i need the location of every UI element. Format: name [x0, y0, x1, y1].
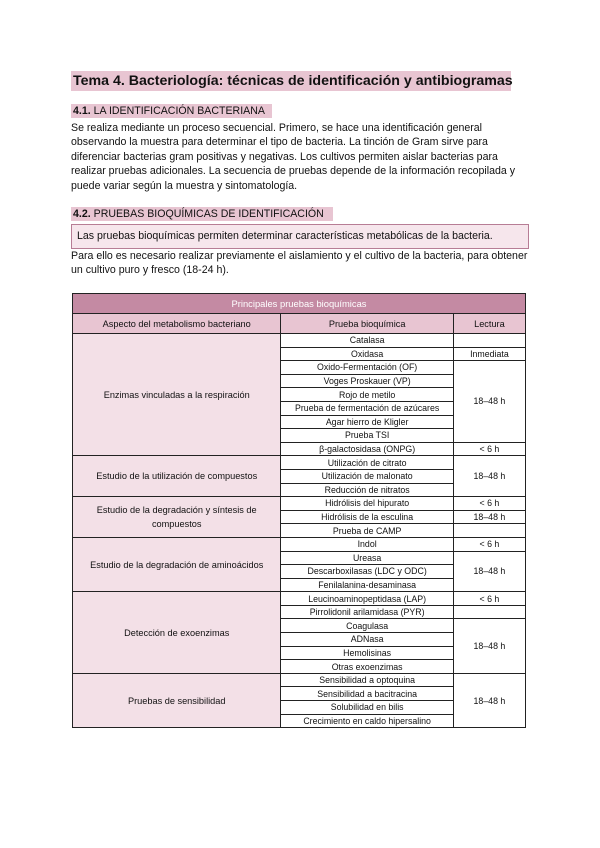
reading-cell: < 6 h — [453, 442, 525, 456]
reading-cell: 18–48 h — [453, 619, 525, 673]
test-cell: β-galactosidasa (ONPG) — [281, 442, 453, 456]
reading-cell: < 6 h — [453, 592, 525, 606]
group-cell: Estudio de la degradación y síntesis de compuestos — [73, 497, 281, 538]
group-cell: Estudio de la degradación de aminoácidos — [73, 537, 281, 591]
biochemical-tests-table-wrapper — [72, 293, 526, 728]
intro-paragraph: Se realiza mediante un proceso secuencial. Primero, se hace una identificación general observando la muestra para determinar el tipo de bacteria. La tinción de Gram sirve para diferenciar bacterias gram positivas y negativas. Los cultivos permiten aislar bacterias para realizar pruebas adicionales. La secuencia de pruebas depende de la información recopilada y puede variar según la muestra y sintomatología. — [71, 122, 516, 192]
section-number: 4.1. — [73, 105, 91, 117]
table-row — [73, 456, 526, 470]
table-row — [73, 334, 526, 348]
reading-cell: 18–48 h — [453, 510, 525, 524]
table-row — [73, 592, 526, 606]
reading-cell — [453, 605, 525, 619]
test-cell: Utilización de citrato — [281, 456, 453, 470]
document-title: Tema 4. Bacteriología: técnicas de identificación y antibiogramas — [73, 73, 513, 89]
test-cell: Hidrólisis de la esculina — [281, 510, 453, 524]
test-cell: Crecimiento en caldo hipersalino — [281, 714, 453, 728]
test-cell: Rojo de metilo — [281, 388, 453, 402]
group-cell: Pruebas de sensibilidad — [73, 673, 281, 727]
table-row — [73, 537, 526, 551]
test-cell: Reducción de nitratos — [281, 483, 453, 497]
test-cell: Otras exoenzimas — [281, 660, 453, 674]
reading-cell — [453, 334, 525, 348]
reading-cell: 18–48 h — [453, 361, 525, 443]
biochemical-tests-table — [72, 293, 526, 728]
test-cell: Utilización de malonato — [281, 469, 453, 483]
test-cell: ADNasa — [281, 633, 453, 647]
section-heading-text: LA IDENTIFICACIÓN BACTERIANA — [93, 105, 265, 117]
group-cell: Estudio de la utilización de compuestos — [73, 456, 281, 497]
test-cell: Coagulasa — [281, 619, 453, 633]
reading-cell: Inmediata — [453, 347, 525, 361]
reading-cell: < 6 h — [453, 497, 525, 511]
test-cell: Solubilidad en bilis — [281, 701, 453, 715]
table-row — [73, 673, 526, 687]
table-row — [73, 497, 526, 511]
section-heading-text: PRUEBAS BIOQUÍMICAS DE IDENTIFICACIÓN — [93, 208, 324, 220]
table-caption: Principales pruebas bioquímicas — [73, 294, 526, 314]
test-cell: Catalasa — [281, 334, 453, 348]
test-cell: Prueba TSI — [281, 429, 453, 443]
column-header-lectura: Lectura — [453, 314, 525, 334]
section-heading-identificacion — [71, 104, 272, 118]
test-cell: Hemolisinas — [281, 646, 453, 660]
test-cell: Descarboxilasas (LDC y ODC) — [281, 565, 453, 579]
test-cell: Prueba de CAMP — [281, 524, 453, 538]
test-cell: Pirrolidonil arilamidasa (PYR) — [281, 605, 453, 619]
test-cell: Fenilalanina-desaminasa — [281, 578, 453, 592]
reading-cell: 18–48 h — [453, 673, 525, 727]
test-cell: Hidrólisis del hipurato — [281, 497, 453, 511]
test-cell: Prueba de fermentación de azúcares — [281, 401, 453, 415]
definition-callout: Las pruebas bioquímicas permiten determinar características metabólicas de la bacteria. — [71, 224, 529, 249]
test-cell: Voges Proskauer (VP) — [281, 374, 453, 388]
reading-cell: 18–48 h — [453, 456, 525, 497]
column-header-aspecto: Aspecto del metabolismo bacteriano — [73, 314, 281, 334]
section-number: 4.2. — [73, 208, 91, 220]
reading-cell — [453, 524, 525, 538]
test-cell: Agar hierro de Kligler — [281, 415, 453, 429]
test-cell: Oxidasa — [281, 347, 453, 361]
isolation-paragraph: Para ello es necesario realizar previamente el aislamiento y el cultivo de la bacteria, para obtener un cultivo puro y fresco (18-24 h). — [71, 250, 528, 277]
group-cell: Enzimas vinculadas a la respiración — [73, 334, 281, 456]
test-cell: Sensibilidad a bacitracina — [281, 687, 453, 701]
test-cell: Oxido-Fermentación (OF) — [281, 361, 453, 375]
test-cell: Indol — [281, 537, 453, 551]
reading-cell: 18–48 h — [453, 551, 525, 592]
reading-cell: < 6 h — [453, 537, 525, 551]
column-header-prueba: Prueba bioquímica — [281, 314, 453, 334]
test-cell: Sensibilidad a optoquina — [281, 673, 453, 687]
section-heading-pruebas — [71, 207, 333, 221]
group-cell: Detección de exoenzimas — [73, 592, 281, 674]
test-cell: Leucinoaminopeptidasa (LAP) — [281, 592, 453, 606]
test-cell: Ureasa — [281, 551, 453, 565]
